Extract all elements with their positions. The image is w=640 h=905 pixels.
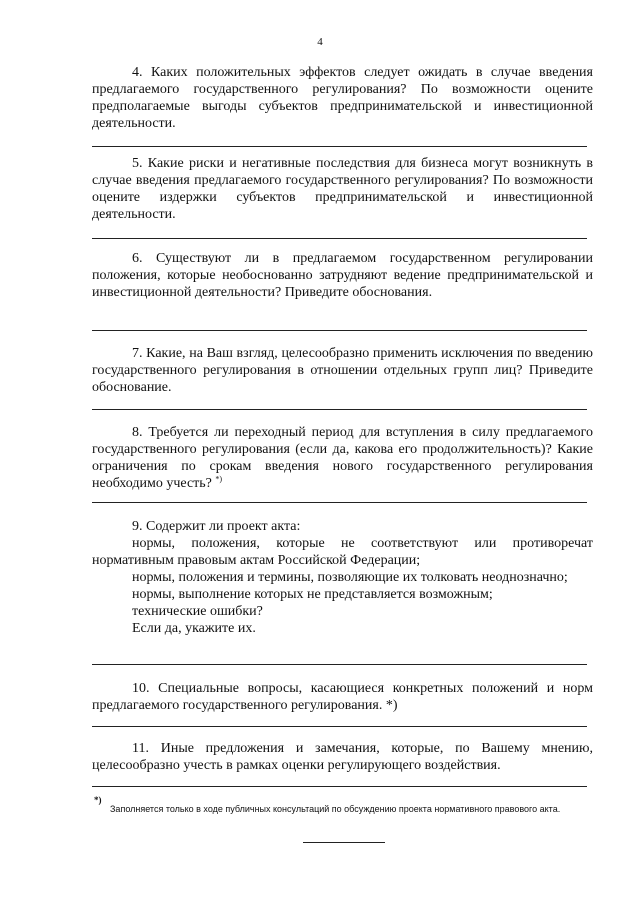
question-10: [92, 680, 593, 714]
question-11-text: 11. Иные предложения и замечания, которые, по Вашему мнению, целесообразно учесть в рамках оценки регулирующего воздействия.: [92, 741, 593, 773]
question-10-text: 10. Специальные вопросы, касающиеся конкретных положений и норм предлагаемого государственного регулирования. *): [92, 681, 593, 713]
question-8-paragraph: [92, 424, 593, 492]
question-4-text: 4. Каких положительных эффектов следует ожидать в случае введения предлагаемого государственного регулирования? По возможности оцените предполагаемые выгоды субъектов предпринимательской и инвестиционной деятельности.: [92, 65, 593, 131]
answer-line-8: [92, 502, 587, 503]
question-11: [92, 740, 593, 774]
answer-line-6: [92, 330, 587, 331]
footnote-text: Заполняется только в ходе публичных консультаций по обсуждению проекта нормативного правового акта.: [110, 804, 561, 814]
answer-line-10: [92, 726, 587, 727]
question-6-text: 6. Существуют ли в предлагаемом государственном регулировании положения, которые необоснованно затрудняют ведение предпринимательской и инвестиционной деятельности? Приведите обоснования.: [92, 251, 593, 300]
question-8: [92, 424, 593, 492]
question-8-text: 8. Требуется ли переходный период для вступления в силу предлагаемого государственного регулирования (если да, какова его продолжительность)? Какие ограничения по срокам введения нового государственного регулирования необходимо учесть?: [92, 425, 593, 491]
question-7-text: 7. Какие, на Ваш взгляд, целесообразно применить исключения по введению государственного регулирования в отношении отдельных групп лиц? Приведите обоснование.: [92, 346, 593, 395]
question-9: [92, 518, 593, 637]
question-9-item-2: нормы, положения и термины, позволяющие их толковать неоднозначно;: [132, 570, 568, 585]
question-9-item-5: Если да, укажите их.: [132, 621, 256, 636]
answer-line-7: [92, 409, 587, 410]
answer-line-5: [92, 238, 587, 239]
question-5: [92, 155, 593, 223]
footnote-separator: [303, 842, 385, 843]
question-5-text: 5. Какие риски и негативные последствия для бизнеса могут возникнуть в случае введения предлагаемого государственного регулирования? По возможности оцените издержки субъектов предпринимательской и инвестиционной деятельности.: [92, 156, 593, 222]
footnote-mark: *): [94, 795, 102, 805]
question-9-item-1: нормы, положения, которые не соответствуют или противоречат нормативным правовым актам Российской Федерации;: [92, 536, 593, 568]
question-7: [92, 345, 593, 396]
answer-line-11: [92, 786, 587, 787]
page-number: 4: [317, 36, 323, 48]
answer-line-4: [92, 146, 587, 147]
answer-line-9: [92, 664, 587, 665]
question-6: [92, 250, 593, 301]
question-9-item-4: технические ошибки?: [132, 604, 263, 619]
question-9-item-3: нормы, выполнение которых не представляется возможным;: [132, 587, 493, 602]
question-4: [92, 64, 593, 132]
question-9-intro: 9. Содержит ли проект акта:: [132, 519, 301, 534]
question-8-footnote-mark: *): [215, 474, 223, 484]
